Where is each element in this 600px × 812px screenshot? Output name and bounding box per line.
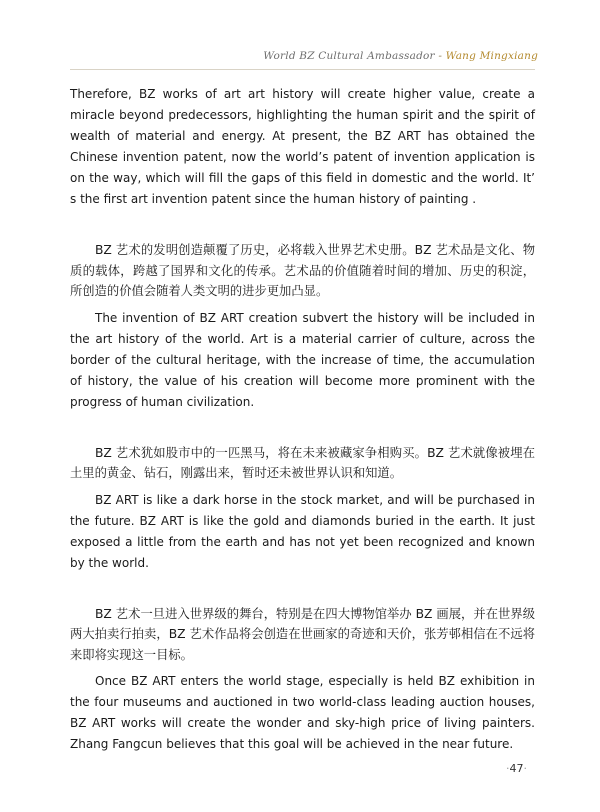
paragraph-zh-world-stage: BZ 艺术一旦进入世界级的舞台，特别是在四大博物馆举办 BZ 画展，并在世界级两大拍卖行拍卖，BZ 艺术作品将会创造在世画家的奇迹和天价，张芳邨相信在不远将来即将实现这一目标。: [70, 606, 535, 662]
paragraph-en-invention: The invention of BZ ART creation subvert the history will be included in the art history of the world. Art is a material carrier of culture, across the border of the cultural heritage, with the increase of time, the accumulation of history, the value of his creation will become more prominent with the progress of human civilization.: [70, 310, 535, 409]
header-series-title: World BZ Cultural Ambassador: [263, 50, 435, 62]
paragraph-en-intro: Therefore, BZ works of art art history will create higher value, create a miracle beyond predecessors, highlighting the human spirit and the spirit of wealth of material and energy. At present, the BZ ART has obtained the Chinese invention patent, now the world’s patent of invention application is on the way, which will fill the gaps of this field in domestic and the world. It’ s the first art invention patent since the human history of painting .: [70, 87, 535, 206]
running-header: [263, 50, 538, 62]
paragraph-zh-invention: BZ 艺术的发明创造颠覆了历史，必将载入世界艺术史册。BZ 艺术品是文化、物质的载体，跨越了国界和文化的传承。艺术品的价值随着时间的增加、历史的积淀，所创造的价值会随着人类文明的进步更加凸显。: [70, 243, 535, 298]
paragraph-zh-dark-horse: BZ 艺术犹如股市中的一匹黑马，将在未来被藏家争相购买。BZ 艺术就像被埋在土里的黄金、钻石，刚露出来，暂时还未被世界认识和知道。: [70, 445, 535, 480]
page-body: [70, 84, 535, 755]
page-number-dot-right: ·: [523, 762, 527, 775]
header-divider: [70, 69, 535, 70]
page-number-dot-left: ·: [506, 762, 510, 775]
paragraph-en-world-stage: Once BZ ART enters the world stage, especially is held BZ exhibition in the four museums and auctioned in two world-class leading auction houses, BZ ART works will create the wonder and sky-high price of living painters. Zhang Fangcun believes that this goal will be achieved in the near future.: [70, 674, 535, 751]
page-number-value: 47: [509, 762, 524, 775]
header-separator: -: [434, 50, 446, 62]
paragraph-en-dark-horse: BZ ART is like a dark horse in the stock market, and will be purchased in the future. BZ ART is like the gold and diamonds buried in the earth. It just exposed a little from the earth and has not yet been recognized and known by the world.: [70, 492, 535, 570]
page-number: [506, 762, 527, 775]
header-person-name: Wang Mingxiang: [445, 50, 538, 62]
